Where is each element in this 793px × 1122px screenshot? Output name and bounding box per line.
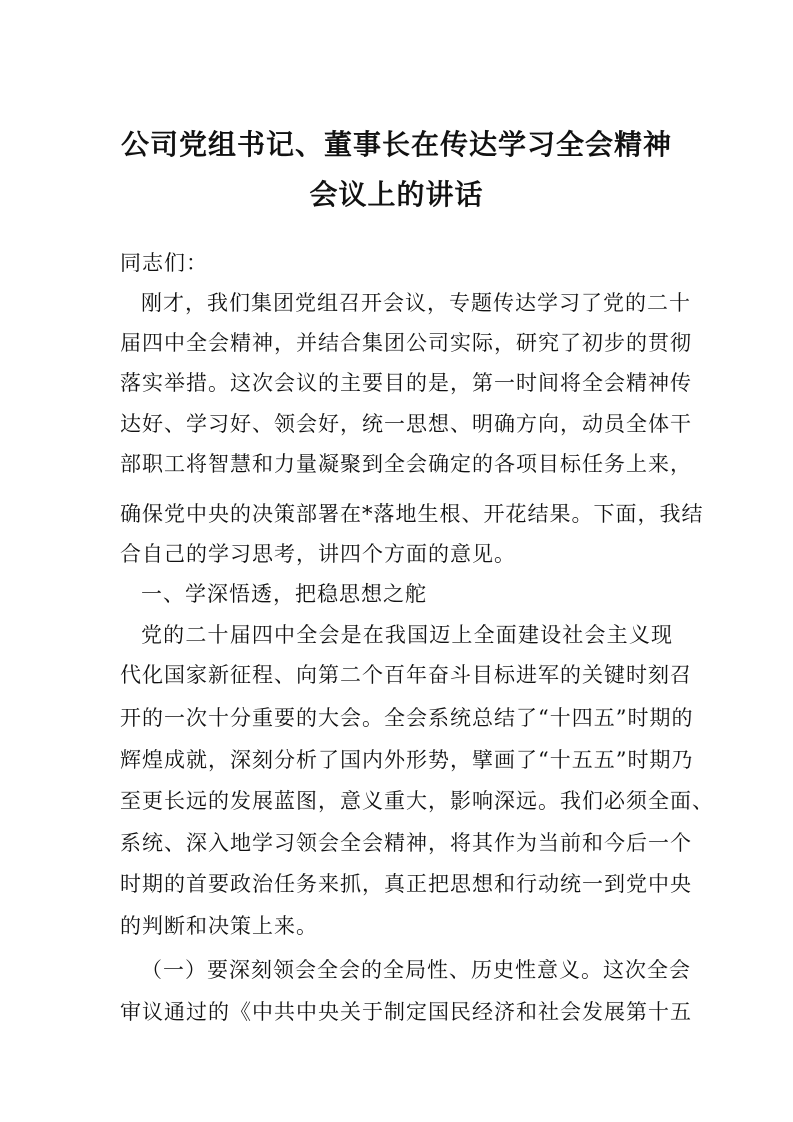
paragraph-1-line: 达好、学习好、领会好，统一思想、明确方向，动员全体干 xyxy=(120,412,692,436)
section-1-heading: 一、学深悟透，把稳思想之舵 xyxy=(141,582,427,606)
paragraph-2-line: 系统、深入地学习领会全会精神，将其作为当前和今后一个 xyxy=(120,831,692,855)
document-title-line-2: 会议上的讲话 xyxy=(309,178,484,211)
paragraph-2-line: 时期的首要政治任务来抓，真正把思想和行动统一到党中央 xyxy=(120,872,692,896)
paragraph-1-line: 落实举措。这次会议的主要目的是，第一时间将全会精神传 xyxy=(120,371,692,395)
paragraph-2-line: 的判断和决策上来。 xyxy=(120,914,318,938)
paragraph-3-line: （一）要深刻领会全会的全局性、历史性意义。这次全会 xyxy=(141,958,691,982)
paragraph-1-line: 部职工将智慧和力量凝聚到全会确定的各项目标任务上来， xyxy=(120,452,692,476)
paragraph-2-line: 至更长远的发展蓝图，意义重大，影响深远。我们必须全面、 xyxy=(120,789,714,813)
salutation: 同志们： xyxy=(120,251,208,275)
paragraph-2-line: 代化国家新征程、向第二个百年奋斗目标进军的关键时刻召 xyxy=(120,663,692,687)
paragraph-1-line: 刚才，我们集团党组召开会议，专题传达学习了党的二十 xyxy=(141,291,691,315)
paragraph-2-line: 党的二十届四中全会是在我国迈上全面建设社会主义现 xyxy=(141,623,673,647)
document-title-line-1: 公司党组书记、董事长在传达学习全会精神 xyxy=(120,128,672,161)
paragraph-1-line: 合自己的学习思考，讲四个方面的意见。 xyxy=(120,542,516,566)
paragraph-1-line: 确保党中央的决策部署在*落地生根、开花结果。下面，我结 xyxy=(120,502,704,526)
paragraph-1-line: 届四中全会精神，并结合集团公司实际，研究了初步的贯彻 xyxy=(120,331,692,355)
paragraph-2-line: 辉煌成就，深刻分析了国内外形势，擘画了“十五五”时期乃 xyxy=(120,748,694,772)
paragraph-2-line: 开的一次十分重要的大会。全会系统总结了“十四五”时期的 xyxy=(120,706,694,730)
paragraph-3-line: 审议通过的《中共中央关于制定国民经济和社会发展第十五 xyxy=(120,1000,692,1024)
